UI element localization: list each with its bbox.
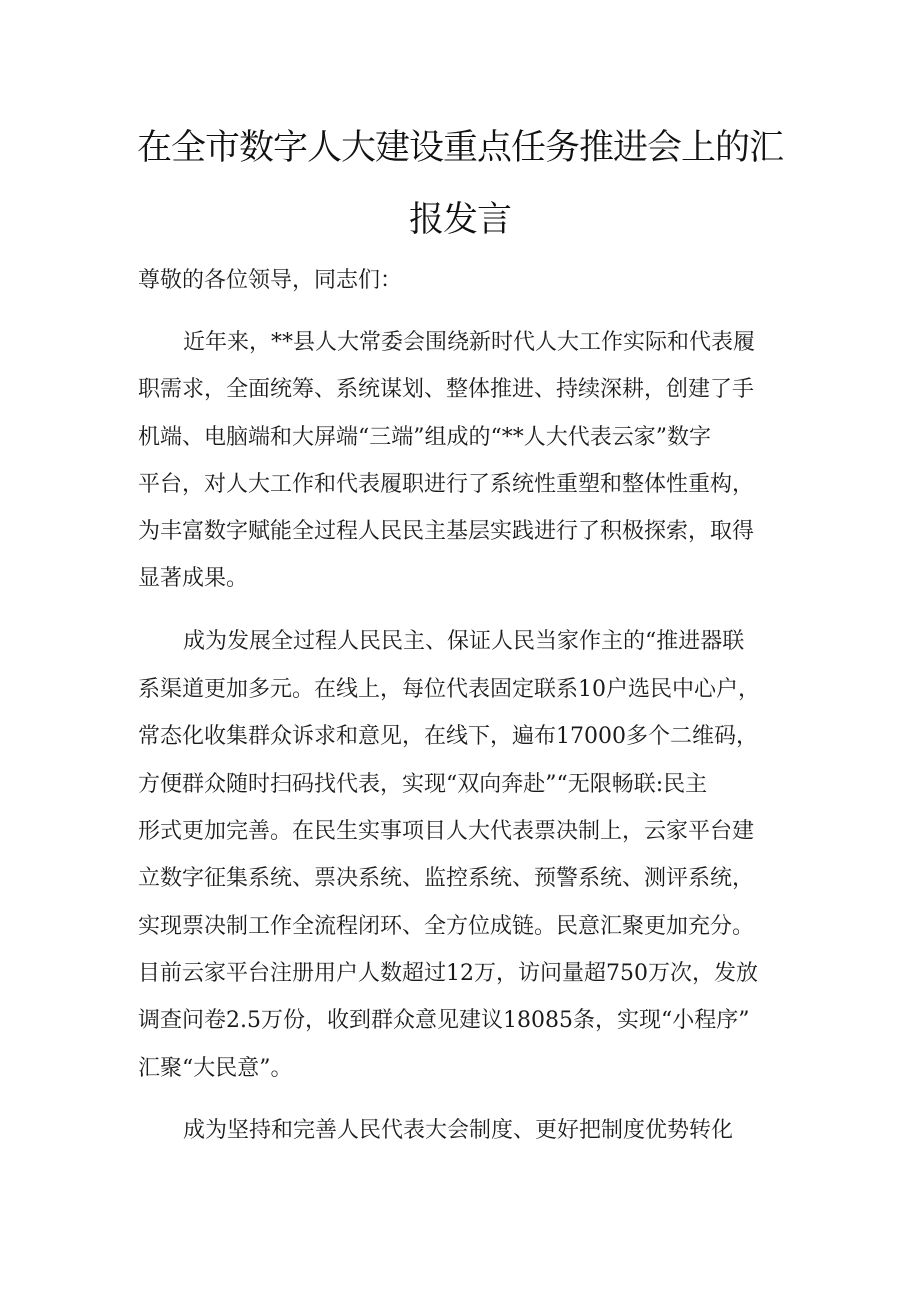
document-title-line-2: 报发言 — [408, 200, 511, 240]
paragraph-2-line-9: 调查问卷2.5万份，收到群众意见建议18085条，实现“小程序” — [138, 1008, 750, 1033]
paragraph-1-line-3: 机端、电脑端和大屏端“三端”组成的“**人大代表云家”数字 — [138, 425, 711, 450]
paragraph-2-line-3: 常态化收集群众诉求和意见，在线下，遍布17000多个二维码， — [138, 724, 758, 749]
paragraph-2-line-5: 形式更加完善。在民生实事项目人大代表票决制上，云家平台建 — [138, 819, 755, 844]
paragraph-2-line-10: 汇聚“大民意”。 — [138, 1056, 293, 1081]
paragraph-2-line-8: 目前云家平台注册用户人数超过12万，访问量超750万次，发放 — [138, 961, 758, 986]
paragraph-2-line-7: 实现票决制工作全流程闭环、全方位成链。民意汇聚更加充分。 — [138, 914, 755, 939]
paragraph-1-line-2: 职需求，全面统筹、系统谋划、整体推进、持续深耕，创建了手 — [138, 377, 755, 402]
paragraph-1-line-5: 为丰富数字赋能全过程人民民主基层实践进行了积极探索，取得 — [138, 519, 755, 544]
paragraph-2-line-2: 系渠道更加多元。在线上，每位代表固定联系10户选民中心户， — [138, 677, 760, 702]
paragraph-2-line-1: 成为发展全过程人民民主、保证人民当家作主的“推进器联 — [183, 629, 745, 654]
paragraph-1-line-4: 平台，对人大工作和代表履职进行了系统性重塑和整体性重构， — [138, 472, 755, 497]
paragraph-2-line-6: 立数字征集系统、票决系统、监控系统、预警系统、测评系统， — [138, 866, 755, 891]
paragraph-1-line-1: 近年来，**县人大常委会围绕新时代人大工作实际和代表履 — [183, 330, 756, 355]
salutation: 尊敬的各位领导，同志们： — [138, 268, 403, 293]
paragraph-1-line-6: 显著成果。 — [138, 566, 249, 591]
document-title-line-1: 在全市数字人大建设重点任务推进会上的汇 — [136, 128, 783, 168]
paragraph-2-line-4: 方便群众随时扫码找代表，实现“双向奔赴”“无限畅联:民主 — [138, 772, 708, 797]
paragraph-3-line-1: 成为坚持和完善人民代表大会制度、更好把制度优势转化 — [183, 1118, 734, 1143]
